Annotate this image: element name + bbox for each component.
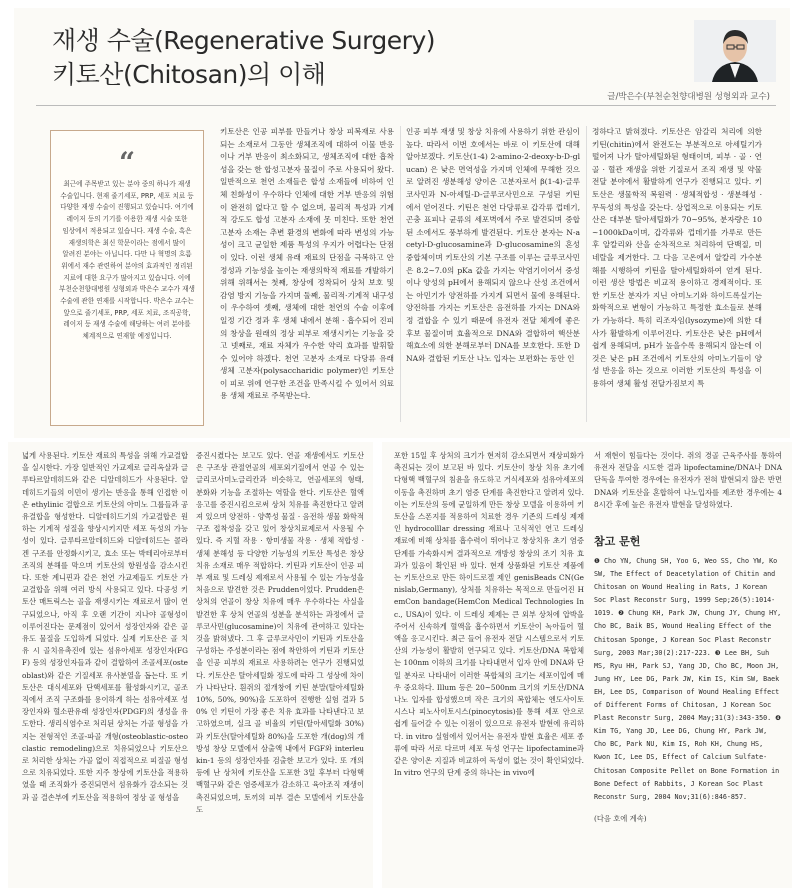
intro-box	[50, 130, 204, 426]
column-divider	[586, 126, 587, 422]
title-divider	[36, 105, 776, 106]
author-byline: 글/박은수(부천순천향대병원 성형외과 교수)	[607, 92, 770, 102]
references-heading: 참고 문헌	[594, 535, 641, 549]
top-column-2	[406, 126, 580, 426]
title-line-1: 재생 수술(Regenerative Surgery)	[52, 26, 436, 55]
top-column-2-text: 인공 피부 재생 및 창상 치유에 사용하기 위한 관심이 높다. 따라서 이번 호에서는 바로 이 키토산에 대해 알아보겠다. 키토산(1-4) 2-amino-2-deoxy-b-D-glucan) 은 낮은 면역성을 가지며 인체에 무해한 것으로 알려진 생분해성 양이온 고분자로서 β(1-4)-글루코사민과 N-아세틸-D-글루코사민으로 구성된 키틴에서 얻어진다. 키틴은 천연 다당류로 갑각류 껍데기, 곤충 표피나 균류의 세포벽에서 주로 발견되며 중합된 소에서도 풍부하게 발견된다. 키토산 분자는 N-acetyl-D-glucosamine과 D-glucosamine의 혼성 중합체이며 키토산의 기본 구조를 이루는 글루코사민은 8.2~7.0의 pKa 값을 가지는 약염기이어서 중성이나 양성의 pH에서 용해되지 않으나 산성 조건에서는 아민기가 양전하를 가지게 되면서 물에 용해된다. 양전하를 가지는 키토산은 음전하를 가지는 DNA와 정 결합을 수 있기 때문에 유전자 전달 체계에 좋은 후보 물질이며 효율적으로 DNA와 결합하여 핵산분해효소에 의한 분해로부터 DNA를 보호한다. 또한 DNA와 결합된 키토산 나노 입자는 보편화는 동안 인	[406, 127, 580, 363]
column-divider	[400, 126, 401, 422]
bottom-left-column-2-text: 증진시켰다는 보고도 있다. 연골 재생에서도 키토산은 구조상 관절연골의 세포외기질에서 연골 수 있는 글리코사미노글리칸과 비슷하고, 연골세포의 형태, 분화와 기능을 조절하는 역할을 한다. 키토산은 혈액 응고를 증진시킴으로써 상처 치유를 촉진한다고 알려져 있으며 양전하 · 양쪽성 물질 · 음전하 생물 화학적 구조 접착성을 갖고 있어 창상치료제로서 사용될 수 있다. 즉 지혈 작용 · 항미생물 작용 · 생체 적합성 · 생체 분해성 등 다양한 기능성의 키토산 특성은 창상 치유 소재로 매우 적합하다. 키틴과 키토산이 인공 피부 재료 및 드레싱 제재로서 사용될 수 있는 가능성을 처음으로 발견한 것은 Prudden이었다. Prudden은 상처의 연골이 창상 치유에 매우 우수하다는 사실을 발견한 후 상처 연골의 성분을 분석하는 과정에서 글루코사민(glucosamine)이 치유에 관여하고 있다는 것을 밝혀냈다. 그 후 글루코사민이 키틴과 키토산을 구성하는 주성분이라는 점에 착안하여 키틴과 키토산을 인공 피부의 재료로 사용하려는 연구가 진행되었다. 키토산은 탈아세틸화 정도에 따라 그 성상에 차이가 나타난다. 흰쥐의 절개창에 키틴 분말(탈아세틸화 10%, 50%, 90%)을 도포하여 진행한 실험 결과 50% 인 키틴이 가장 좋은 치유 효과를 나타낸다고 보고하였으며, 실크 골 비율의 키틴(탈아세틸화 30%)과 키토산(탈아세틸화 80%)을 도포한 개(dog)의 개방성 창상 모델에서 삼출액 내에서 FGF와 interleukin-1 등의 성장인자를 검출한 보고가 있다. 또 개의 등에 난 상처에 키토산을 도포한 3일 후부터 다형핵 백혈구와 같은 염증세포가 감소하고 육아조직 재생이 촉진되었으며, 토끼의 피부 결손 모델에서 키토산을 도	[196, 451, 364, 814]
bottom-right-column-1	[394, 450, 584, 880]
bottom-left-page	[8, 442, 373, 888]
author-photo	[694, 20, 776, 82]
bottom-right-column-2	[594, 450, 782, 880]
article-title	[52, 24, 435, 92]
intro-text: 최근에 주목받고 있는 분야 중의 하나가 재생 수술입니다. 현재 줄기세포, PRP, 세포 치료 등 다양한 재생 수술이 진행되고 있습니다. 여기에 레이저 등의 기기를 이용한 재생 시술 또한 임상에서 적용되고 있습니다. 재생 수술, 혹은 재생의학은 최신 학문이라는 점에서 많이 알려진 분야는 아닙니다. 다만 나 혁명의 흐름 위에서 재수 관련하여 분야의 효과적인 정리된 지료에 대한 요구가 많아지고 있습니다. 이에 부천순천향대병원 성형외과 박은수 교수가 재생 수술에 관한 연재를 시작합니다. 박은수 교수는 앞으로 줄기세포, PRP, 세포 치료, 조직공학, 레이저 등 재생 수술에 해당하는 여러 분야를 체계적으로 연재할 예정입니다.	[59, 180, 195, 341]
bottom-right-column-2-text: 서 재현이 힘들다는 것이다. 쥐의 경골 근육주사를 통하여 유전자 전달을 시도한 결과 lipofectamine/DNA나 DNA 단독을 투여한 경우에는 유전자가 전혀 발현되지 않은 반면 DNA와 키토산을 혼합하여 나노입자를 제조한 경우에는 48시간 후에 높은 유전자 발현을 달성하였다.	[594, 451, 782, 509]
bottom-right-column-1-text: 포한 15일 후 상처의 크기가 현저히 감소되면서 재상피화가 촉진되는 것이 보고된 바 있다. 키토산이 창상 치유 초기에 다형핵 백혈구의 침윤을 유도하고 거식세포와 섬유아세포의 이동을 촉진하며 초기 염증 단계를 촉진한다고 알려져 있다. 이는 키토산의 등에 균일하게 만든 창상 모델을 이용하여 키토산을 스폰지를 적용하여 치료한 경우 기존의 드레싱 제재인 hydrocolllar dressing 재료나 고식적인 연고 드레싱 재료에 비해 상처를 흡수력이 뛰어나고 창상치유 초기 염증 단계를 가속화시켜 결과적으로 개방성 창상의 조기 치유 효과가 있음이 확인된 바 있다. 현재 상품화된 키토산 제품에는 키토산으로 만든 하이드로겔 제인 genisBeads CN(Genislab,Germany), 상처를 치유하는 목적으로 만들어진 HemCon bandage(HemCon Medical Technologies Inc., USA)이 있다. 이 드레싱 제제는 큰 외부 상처에 압박을 주어서 신속하게 혈액을 흡수하면서 키토산이 녹아들어 혈액을 응고시킨다. 최근 들어 유전자 전달 시스템으로서 키토산의 가능성이 활발히 연구되고 있다. 키토산/DNA 복합체는 100nm 이하의 크기를 나타내면서 입자 안에 DNA와 단일 분자로 나타내어 이러한 복합체의 크기는 세포이입에 매우 중요하다. Illum 등은 20~500nm 크기의 키토산/DNA 나노 입자를 합성했으며 작은 크기의 복합체는 엔도사이토시스나 피노사이토시스(pinocytosis)를 통해 세포 안으로 쉽게 들어갈 수 있는 이점이 있으므로 유전자 발현에 유리하다. in vitro 실험에서 있어서는 유전자 발현 효율은 세포 종류에 따라 서로 다르며 세포 독성 연구는 lipofectamine과 같은 양이온 지질과 비교하여 독성이 없는 것이 확인되었다. In vitro 연구의 단계 중의 하나는 in vivo에	[394, 451, 584, 778]
top-column-3	[592, 126, 762, 426]
continued-note: (다음 호에 계속)	[594, 813, 647, 823]
top-column-1-text: 키토산은 인공 피부를 만들거나 창상 피복재로 사용되는 소재로서 그동안 생체조직에 대하여 이물 반응이나 거부 반응이 최소화되고, 생체조직에 대한 흡착성을 갖는 한 합성고분자 물질이 주로 사용되어 왔다. 일반적으로 천연 소재들은 합성 소재들에 비하여 인체 친화성이 우수하다 인체에 대한 거부 반응의 위험이 완전히 없다고 할 수 없으며, 물리적 특성과 기계적 강도도 합성 고분자 소재에 못 미친다. 또한 천연 고분자 소재는 추변 환경의 변화에 따라 변성의 가능성이 크고 균일한 제품 특성의 우지가 어렵다는 단점이 있다. 이런 생체 유래 재료의 단점을 극복하고 안정성과 기능성을 높이는 재생의학적 재료를 개발하기 위해 위해서는 첫째, 창상에 정착되어 상처 보호 및 감염 방지 기능을 가지며 둘째, 물리적·기계적 내구성이 우수하여 셋째, 생체에 대한 천연의 수술 이후에 일정 기간 정과 후 생체 내에서 분해 · 흡수되어 진피의 창상을 원래의 정상 피부로 재생시키는 기능을 갖고 넷째로, 재료 자체가 우수한 약리 효과를 발휘할 수 있어야 하겠다. 천연 고분자 소재로 다당류 유래 생체 고분자(polysaccharidic polymer)인 키토산이 피로 위에 연구한 조건을 만족시킬 수 있어서 의료용 생체 재료로 주목받는다.	[220, 127, 394, 401]
top-page	[14, 8, 790, 438]
bottom-left-column-2	[196, 450, 364, 880]
references-list: ❶ Cho YN, Chung SH, Yoo G, Weo SS, Cho YW, Ko SW, The Effect of Deacetylation of Chitin and Chitosan on Wound Healing in Rats, J Korean Soc Plast Reconstr Surg, 1999 Sep;26(5):1014-1019. ❷ Chung KH, Park JW, Chung JY, Chung HY, Cho BC, Baik BS, Wound Healing Effect of the Chitosan Sponge, J Korean Soc Plast Reconstr Surg, 2003 Mar;30(2):217-223. ❸ Lee BH, Suh MS, Ryu HH, Park SJ, Yang JD, Cho BC, Moon JH, Jung HY, Lee DG, Park JW, Kim IS, Kim SW, Baek EH, Lee DS, Comparison of Wound Healing Effect of Different Forms of Chitosan, J Korean Soc Plast Reconstr Surg, 2004 May;31(3):343-350. ❹ Kim TG, Yang JD, Lee DG, Chung HY, Park JW, Cho BC, Park NU, Kim IS, Roh KH, Chung HS, Kwon IC, Lee DS, Effect of Calcium Sulfate-Chitosan Composite Pellet on Bone Formation in Bone Defect of Rabbits, J Korean Soc Plast Reconstr Surg, 2004 Nov;31(6):846-857.	[594, 557, 782, 801]
quote-mark-icon: “	[118, 146, 136, 179]
bottom-left-column-1	[22, 450, 188, 880]
top-column-1	[220, 126, 394, 426]
top-column-3-text: 정하다고 밝혀졌다. 키토산은 암갈리 처리에 의한 키틴(chitin)에서 완전도는 부분적으로 아세틸기가 떨어져 나가 탈아세틸화된 형태이며, 피부 · 골 · 연골 · 혈관 재생을 위한 기질로서 조직 재생 및 약물 전달 분야에서 활발하게 연구가 진행되고 있다. 키토산은 생물학적 복원력 · 생체적합성 · 생분해성 · 무독성의 특성을 갖는다. 상업적으로 이용되는 키토산은 대부분 탈아세틸화가 70~95%, 분자량은 10~1000kDa이며, 갑각류와 껍데기를 가루로 만든 후 알칼리와 산을 순차적으로 처리하여 단백질, 미네랄을 제거한다. 그 다음 고온에서 알칼리 가수분해를 시행하여 키틴을 탈아세틸화하여 얻게 된다. 이런 생산 방법은 비교적 용이하고 경제적이다. 또한 키토산 분자가 지닌 아미노기와 하이드록실기는 화학적으로 변형이 가능하고 특정한 효소들로 분해가 가능하다. 특히 리조자임(lysozyme)에 의한 대사가 활발하게 이루어진다. 키토산은 낮은 pH에서 쉽게 용해되며, pH가 높을수록 용해되지 않는데 이것은 낮은 pH 조건에서 키토산의 아미노기들이 양성 반응을 하는 것으로 이러한 키토산의 특성을 이용하여 생체 활성 전달가짐보지 특	[592, 127, 762, 388]
bottom-left-column-1-text: 넓게 사용된다. 키토산 재료의 특성을 위해 가교결합을 실시한다. 가장 일반적인 가교제로 글리옥살과 글루타르알데히드와 같은 디알데히드가 사용된다. 알데히드기들의 이민이 생기는 반응을 통해 인접한 이온 ethylinic 결합으로 키토산의 아미노 그룹들과 공유결합을 형성한다. 디알데히드기의 가교결합은 원하는 기계적 성질을 향상시키지만 세포 독성의 가능성이 있다. 글루타르알데히드와 디알데히드는 콜라겐 구조를 안정화시키고, 효소 또는 박테리아로부터 조직의 분해를 막으며 키토산의 항원성을 감소시킨다. 또한 계니핀과 같은 천연 가교제들도 키토산 가교결합을 위해 여러 방식 사용되고 있다. 다공성 키토산 매트릭스는 골을 재생시키는 재료로서 많이 연구되었으나, 아직 후 오랜 기간이 지나야 골형성이 이루어진다는 문제점이 있어서 성장인자와 같은 골유도 물질을 도입하게 되었다. 실제 키토산은 골 치유 시 골치유촉진에 있는 섬유아세포 성장인자(FGF) 등의 성장인자들과 같이 결합하여 조골세포(osteoblast)와 같은 기질세포 유사분열을 돕는다. 또 키토산은 대식세포와 단핵세포를 활성화시키고, 골조직에서 조직 구조화를 용이하게 하는 섬유아세포 성장인자와 혈소판유래 성장인자(PDGF)의 생성을 유도한다. 생리식염수로 처리된 상처는 가골 형성을 가지는 전형적인 조골-파골 개형(osteoblastic-osteoclastic remodeling)으로 치유되었으나 키토산으로 처리한 상처는 가골 없이 직접적으로 피질골 형성으로 치유되었다. 또한 지주 창상에 키토산을 적용하였을 때 조직화가 증진되면서 섬유화가 감소되는 것과 골 결손부에 키토산을 적용하여 정상 골 형성을	[22, 451, 188, 802]
title-line-2: 키토산(Chitosan)의 이해	[52, 60, 326, 89]
bottom-right-page	[382, 442, 792, 888]
